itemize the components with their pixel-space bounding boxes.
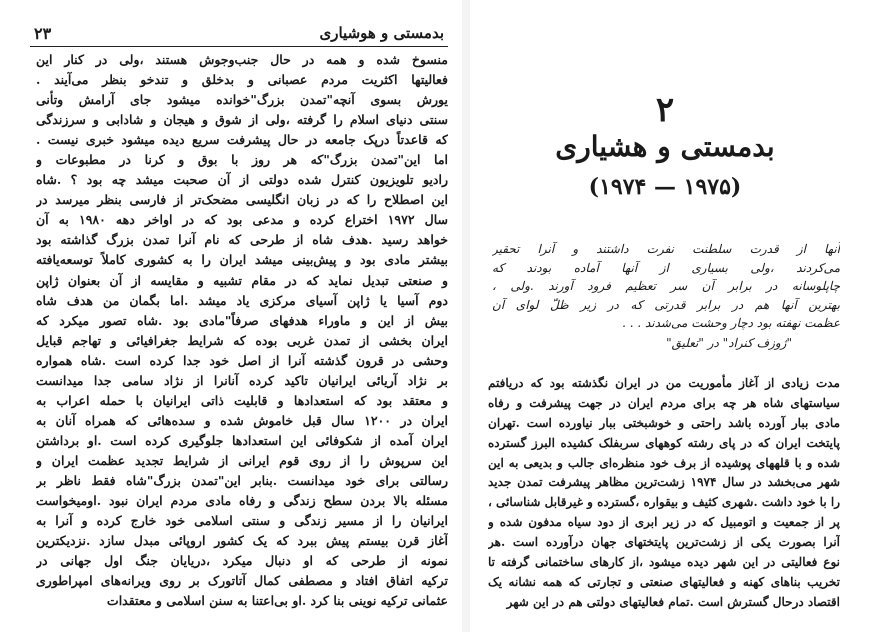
epigraph-line: عظمت نهفته بود دچار وحشت می‌شدند . . . [622,316,840,331]
text-line: این اصطلاح را که در زبان انگلیسی مضحک‌تر از فارسی بنظر میرسد در [36,192,448,208]
text-line: رادیو تلویزیون کنترل شده دولتی از آن صحبت میشد چه بود ؟ .شاه [36,172,448,188]
text-line: نمونه از طرحی که او دنبال میکرد ،دریایان جنگ اول جهانی در [36,553,448,569]
text-line: یورش بسوی آنچه"تمدن بزرگ"خوانده میشود جای آرامش و‌تأنی [36,92,448,108]
text-line: نوع فعالیتی در این شهر دیده میشود ،از کارهای ساختمانی گرفته تا [488,555,840,570]
right-page-body-text [488,374,840,613]
epigraph-line: می‌کردند ،ولی بسیاری از آنها آماده بودند که [492,260,840,275]
epigraph-line: آنها از قدرت سلطنت نفرت داشتند و آنرا تحقیر [492,242,840,256]
text-line: دوم آسیا یا ژاپن آسیای مرکزی یاد میشد .اما بگمان من هدف شاه [36,292,448,308]
text-line: مسئله بالا بردن سطح زندگی و رفاه مادی مردم ایران نبود .اومیخواست [36,493,448,509]
text-line: بر نژاد آریائی ایرانیان تاکید کرده آنانرا از نژاد سامی جدا میدانست [36,372,448,388]
text-line: وحشی در قرون گذشته آنرا از اصل خود جدا کرده است .شاه همواره [36,352,448,368]
epigraph [492,240,840,333]
text-line: این سرپوش را از روی قوم ایرانی از شرایط تجدید عظمت ایران و [36,452,448,468]
text-line: سیاستهای شاه هر چه برای مردم ایران در جهت پیشرفت و رفاه [488,395,840,410]
epigraph-attribution: "ژوزف کنراد" در "تعلیق" [666,336,792,350]
page-header [30,24,448,47]
text-line: و صنعتی تبدیل نماید که در مقام تشبیه و مقایسه از آن بعنوان ژاپن [36,272,448,288]
text-line: ایرانیان را از مسیر زندگی و سنتی اسلامی خود خارج کرده و آنرا به [36,513,448,529]
running-title: بدمستی و هوشیاری [319,24,444,42]
text-line: عثمانی ترکیه نوینی بنا کرد .او بی‌اعتنا به سنن اسلامی و معتقدات [106,593,448,609]
text-line: آنرا بصورت یکی از زشت‌ترین پایتختهای جهان درآورده است .هر [488,535,840,550]
text-line: و معتقد بود که استعدادها و قابلیت ذاتی ایرانیان با حمله اعراب به [36,392,448,408]
text-line: شده و با قلههای پوشیده از برف خود منظره‌ای جالب و بدیعی به این [488,455,840,470]
text-line: بیش از این و ماوراء هدفهای صرفاً"مادی بود .شاه تصور میکرد که [36,312,448,328]
text-line: که قاعدتاً درپک جامعه در حال پیشرفت سریع دیده میشود خبری نیست . [36,132,448,148]
text-line: فعالیتها اکثریت مردم عصبانی و بدخلق و تندخو بنظر می‌آیند . [36,72,448,88]
text-line: پر از جمعیت و اتومبیل که در زیر ابری از دود سیاه مدفون شده و [488,515,840,530]
text-line: مادی ببار آورده باشد راحتی و خوشبختی ببار نیاورده است .تهران [488,415,840,430]
chapter-number: ۲ [655,90,675,130]
text-line: ایران بخشی از تمدن غربی بوده که شرایط جغرافیائی و تهاجم قبایل [36,332,448,348]
left-page [6,8,462,628]
text-line: پایتخت ایران که در پای رشته کوههای سربفلک کشیده البرز گسترده [488,435,840,450]
text-line: تخریب بناهای کهنه و فعالیتهای صنعتی و تجارتی که همه نشانه یک [488,574,840,589]
text-line: ایران در ۱۲۰۰ سال قبل خاموش شده و سده‌هائی که همراه آنان به [36,412,448,428]
text-line: را با خود داشت .شهری کثیف و بیقواره ،گسترده و غیرقابل شناسائی ، [488,495,840,510]
text-line: ترکیه اتفاق افتاد و مصطفی کمال آتاتورک بر روی ویرانه‌های امپراطوری [36,573,448,589]
text-line: رسالتی برای خود میدانست .بنابر این"تمدن بزرگ"شاه فقط ناظر بر [36,472,448,488]
chapter-years: (۱۹۷۵ — ۱۹۷۴) [588,174,742,200]
text-line: شهر می‌بخشد در سال ۱۹۷۴ زشت‌ترین مظاهر پیشرفت تمدن جدید [488,475,840,490]
text-line: سال ۱۹۷۲ اختراع کرده و مدعی بود که در اواخر دهه ۱۹۸۰ به آن [36,212,448,228]
text-line: مدت زیادی از آغاز مأموریت من در ایران نگذشته بود که دریافتم [488,376,840,390]
epigraph-line: بهترین آنها هم در برابر قدرتی که در زیر ظلّ لوای آن [492,297,840,312]
text-line: اقتصاد درحال گسترش است .تمام فعالیتهای دولتی هم در این شهر [506,594,840,609]
page-gutter [462,0,470,632]
text-line: اما این"تمدن بزرگ"که هر روز با بوق و کرنا در مطبوعات و [36,152,448,168]
epigraph-line: چاپلوسانه در برابر آن سر تعظیم فرود آورند .ولی ، [492,279,840,294]
text-line: سنتی دنیای اسلام را گرفته ،ولی از شوق و هیجان و شادابی و سرزندگی [36,112,448,128]
left-page-body-text [36,50,448,611]
text-line: ایران آمده از شکوفائی این استعدادها جلوگیری کرده است .او برداشتن [36,432,448,448]
text-line: خواهد رسید .هدف شاه از طرحی که نام آنرا تمدن بزرگ گذاشته بود [36,232,448,248]
chapter-title: بدمستی و هشیاری [555,130,775,163]
page-number: ۲۳ [34,24,52,43]
right-page [470,8,870,628]
text-line: منسوخ شده و همه در حال جنب‌وجوش هستند ،ولی در کنار این [36,52,448,67]
text-line: بیشتر مادی بود و پیش‌بینی میشد ایران را به کشوری کاملاً توسعه‌یافته [36,252,448,268]
text-line: آغاز قرن بیستم پیش ببرد که یک کشور اروپائی مبدل سازد .نزدیکترین [36,533,448,549]
